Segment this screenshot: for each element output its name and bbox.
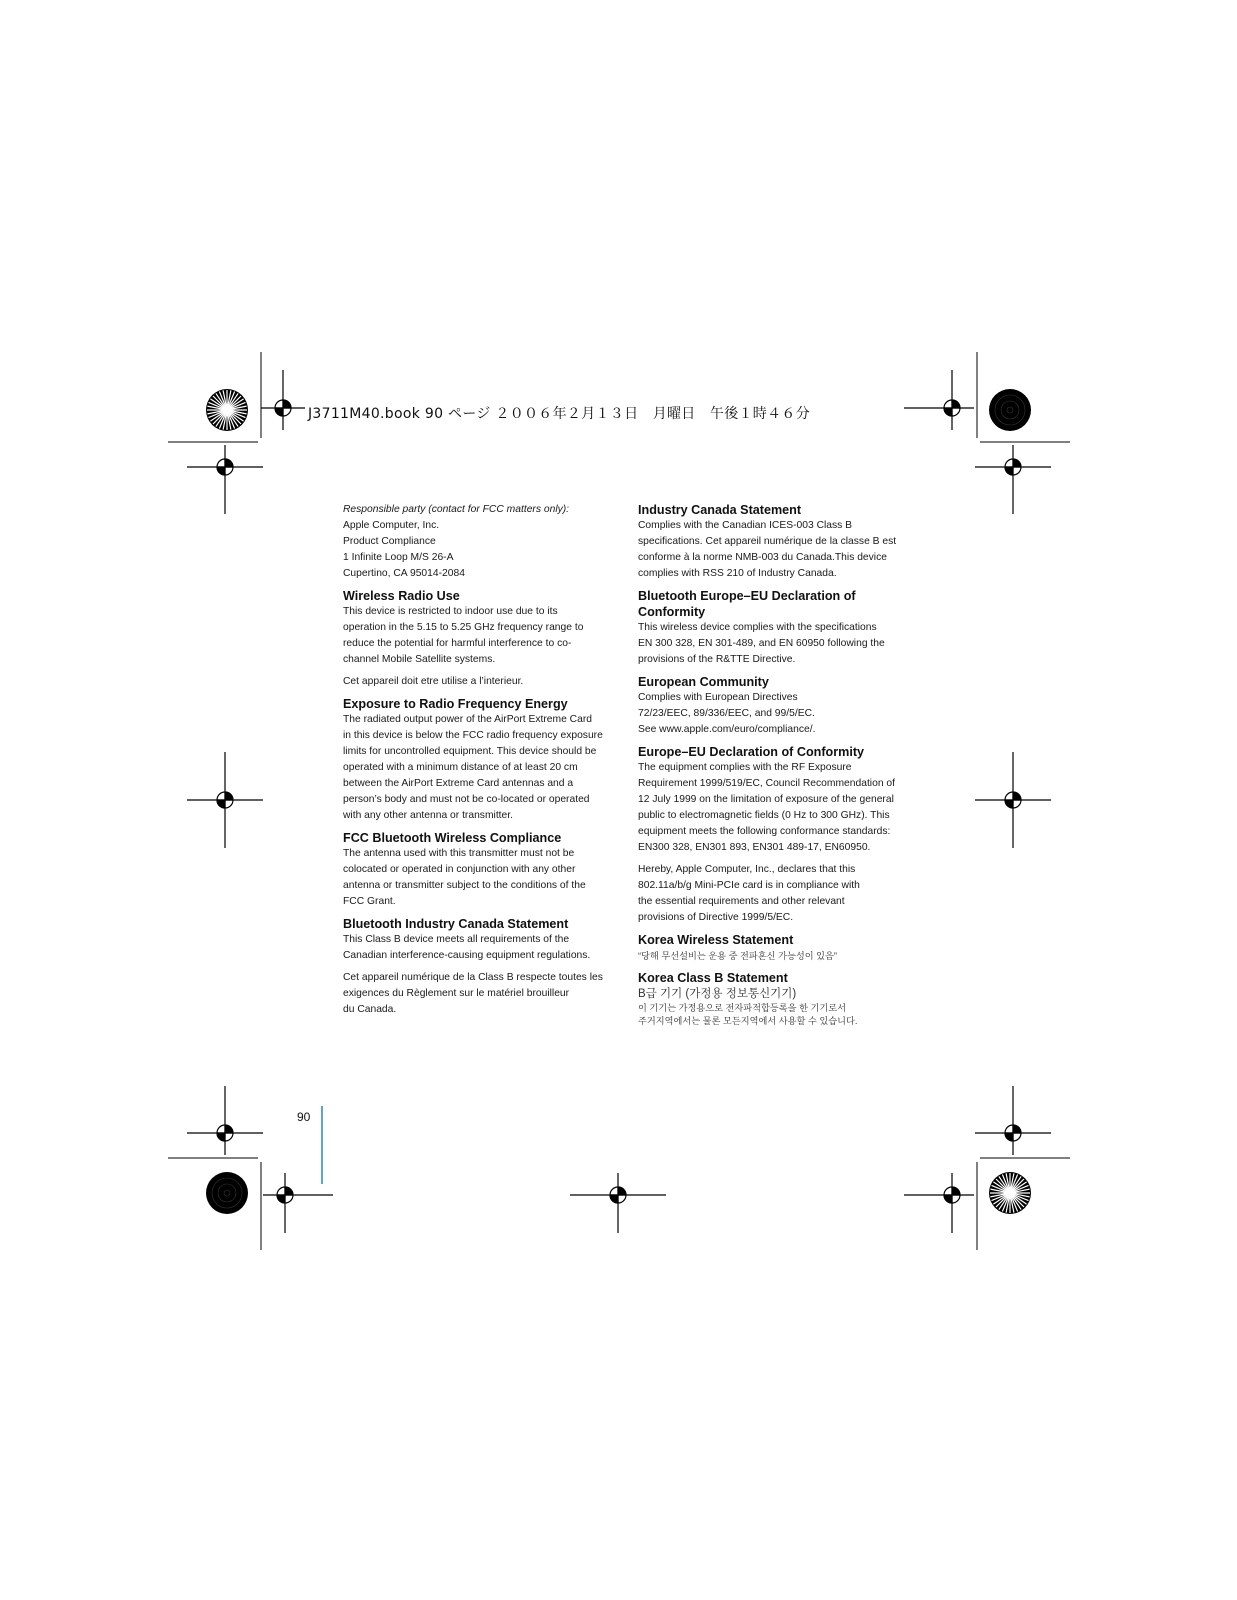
body-line: conforme à la norme NMB-003 du Canada.This device (638, 552, 887, 563)
registration-target-icon (570, 1173, 666, 1233)
body-line: reduce the potential for harmful interference to co- (343, 638, 572, 649)
body-line: operation in the 5.15 to 5.25 GHz frequency range to (343, 622, 584, 633)
korean-class-title: B급 기기 (가정용 정보통신기기) (638, 988, 797, 1000)
body-line: public to electromagnetic fields (0 Hz to 300 GHz). This (638, 810, 890, 821)
body-line: provisions of Directive 1999/5/EC. (638, 912, 794, 923)
section-heading: FCC Bluetooth Wireless Compliance (343, 831, 562, 845)
section-heading: Exposure to Radio Frequency Energy (343, 697, 568, 711)
body-line: The antenna used with this transmitter must not be (343, 848, 575, 859)
wireless-radio-section (343, 588, 621, 690)
address-line: 1 Infinite Loop M/S 26-A (343, 552, 454, 563)
body-line: EN300 328, EN301 893, EN301 489-17, EN60950. (638, 842, 871, 853)
registration-target-icon (975, 752, 1051, 848)
body-line: the essential requirements and other relevant (638, 896, 845, 907)
section-heading: Industry Canada Statement (638, 503, 802, 517)
body-line: This device is restricted to indoor use due to its (343, 606, 558, 617)
responsible-party-section (343, 502, 621, 582)
page-number: 90 (297, 1110, 311, 1124)
korea-class-b-section (638, 970, 916, 1027)
print-slug: J3711M40.book 90 ページ ２００６年２月１３日 月曜日 午後１時４６分 (308, 406, 811, 422)
body-line: between the AirPort Extreme Card antennas and a (343, 778, 574, 789)
section-heading: Wireless Radio Use (343, 589, 460, 603)
registration-target-icon (904, 1173, 974, 1233)
registration-target-icon (187, 752, 263, 848)
starburst-mark-icon (206, 389, 248, 431)
section-heading: Korea Wireless Statement (638, 933, 794, 947)
address-line: Apple Computer, Inc. (343, 520, 440, 531)
bluetooth-canada-section (343, 916, 621, 1018)
blue-margin-rule (321, 1106, 323, 1184)
body-line: 12 July 1999 on the limitation of exposure of the general (638, 794, 894, 805)
french-line: du Canada. (343, 1004, 397, 1015)
section-heading: Korea Class B Statement (638, 971, 788, 985)
responsible-party-caption: Responsible party (contact for FCC matters only): (343, 504, 570, 515)
registration-target-icon (904, 370, 974, 430)
body-line: This wireless device complies with the specifications (638, 622, 877, 633)
section-heading: European Community (638, 675, 769, 689)
registration-target-icon (187, 445, 263, 514)
section-heading: Bluetooth Industry Canada Statement (343, 917, 569, 931)
section-heading: Conformity (638, 605, 706, 619)
registration-target-icon (975, 445, 1051, 514)
body-line: This Class B device meets all requirements of the (343, 934, 570, 945)
fcc-bluetooth-section (343, 830, 621, 910)
body-line: 72/23/EEC, 89/336/EEC, and 99/5/EC. (638, 708, 815, 719)
registration-target-icon (187, 1086, 263, 1155)
body-line: antenna or transmitter subject to the conditions of the (343, 880, 586, 891)
korean-statement: “당해 무선설비는 운용 중 전파혼신 가능성이 있음” (638, 951, 837, 961)
body-line: person’s body and must not be co-located or operated (343, 794, 590, 805)
body-line: The radiated output power of the AirPort Extreme Card (343, 714, 592, 725)
body-line: colocated or operated in conjunction with any other (343, 864, 576, 875)
body-line: channel Mobile Satellite systems. (343, 654, 496, 665)
body-line: complies with RSS 210 of Industry Canada. (638, 568, 837, 579)
body-line: The equipment complies with the RF Exposure (638, 762, 852, 773)
section-heading: Bluetooth Europe–EU Declaration of (638, 589, 856, 603)
registration-target-icon (975, 1086, 1051, 1155)
european-community-section (638, 674, 916, 738)
body-line: FCC Grant. (343, 896, 396, 907)
right-column (638, 502, 916, 1027)
concentric-mark-icon (989, 389, 1031, 431)
korean-line: 주거지역에서는 물론 모든지역에서 사용할 수 있습니다. (638, 1015, 858, 1026)
body-line: specifications. Cet appareil numérique de la classe B est (638, 536, 897, 547)
french-line: Cet appareil numérique de la Class B respecte toutes les (343, 972, 603, 983)
body-line: 802.11a/b/g Mini-PCIe card is in compliance with (638, 880, 860, 891)
body-line: equipment meets the following conformance standards: (638, 826, 891, 837)
body-line: Canadian interference-causing equipment regulations. (343, 950, 591, 961)
body-line: Requirement 1999/519/EC, Council Recommendation of (638, 778, 895, 789)
body-line: EN 300 328, EN 301-489, and EN 60950 following the (638, 638, 885, 649)
body-line: See www.apple.com/euro/compliance/. (638, 724, 816, 735)
registration-target-icon (261, 370, 305, 430)
bluetooth-europe-section (638, 588, 916, 668)
left-column (343, 502, 621, 1018)
body-line: limits for uncontrolled equipment. This device should be (343, 746, 597, 757)
french-line: exigences du Règlement sur le matériel brouilleur (343, 988, 570, 999)
korea-wireless-section (638, 932, 916, 964)
body-line: provisions of the R&TTE Directive. (638, 654, 796, 665)
address-line: Cupertino, CA 95014-2084 (343, 568, 465, 579)
section-heading: Europe–EU Declaration of Conformity (638, 745, 865, 759)
korean-line: 이 기기는 가정용으로 전자파적합등록을 한 기기로서 (638, 1003, 847, 1013)
rf-exposure-section (343, 696, 621, 824)
eu-conformity-section (638, 744, 916, 926)
starburst-mark-icon (989, 1172, 1031, 1214)
body-line: with any other antenna or transmitter. (343, 810, 513, 821)
body-line: operated with a minimum distance of at least 20 cm (343, 762, 578, 773)
body-line: Hereby, Apple Computer, Inc., declares that this (638, 864, 856, 875)
body-line: Complies with the Canadian ICES-003 Class B (638, 520, 853, 531)
french-notice: Cet appareil doit etre utilise a l’interieur. (343, 676, 524, 687)
concentric-mark-icon (206, 1172, 248, 1214)
industry-canada-section (638, 502, 916, 582)
address-line: Product Compliance (343, 536, 436, 547)
body-line: Complies with European Directives (638, 692, 798, 703)
body-line: in this device is below the FCC radio frequency exposure (343, 730, 603, 741)
